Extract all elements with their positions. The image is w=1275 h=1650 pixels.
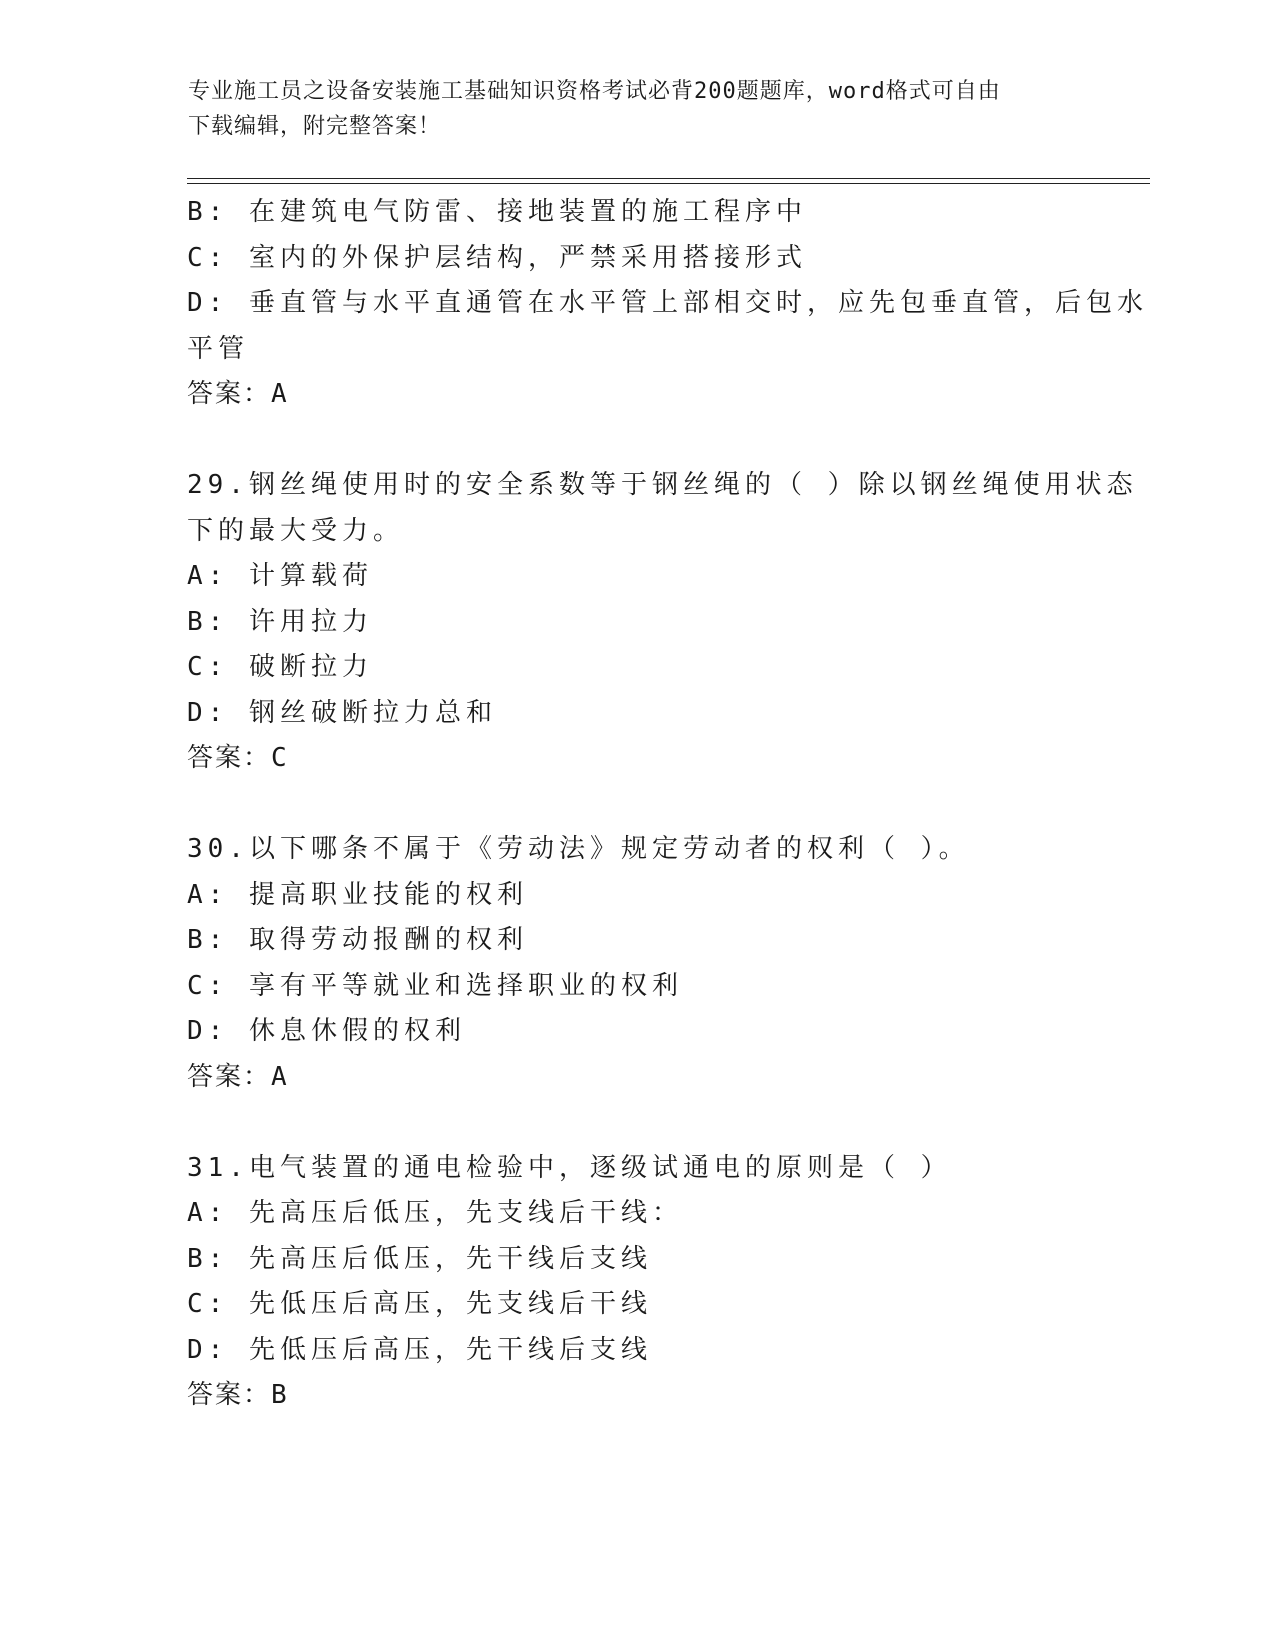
question-stem-continued: 下的最大受力。 [187,515,405,546]
option-c: C: 先低压后高压，先支线后干线 [187,1289,652,1319]
question-stem: 29.钢丝绳使用时的安全系数等于钢丝绳的（ ）除以钢丝绳使用状态 [187,470,1138,500]
spacer [187,782,1087,828]
answer: 答案：B [187,1380,289,1410]
option-b: B: 先高压后低压，先干线后支线 [187,1243,652,1274]
header-line-2: 下载编辑，附完整答案！ [188,114,442,139]
answer: 答案：C [187,743,289,773]
question-28-continued [187,190,1148,418]
option-d: D: 钢丝破断拉力总和 [187,697,497,728]
option-a: A: 计算载荷 [187,561,373,591]
option-d: D: 休息休假的权利 [187,1016,466,1046]
option-c: C: 破断拉力 [187,652,373,682]
option-d: D: 垂直管与水平直通管在水平管上部相交时，应先包垂直管，后包水 [187,288,1148,318]
answer: 答案：A [187,379,289,409]
header-rule-bottom [187,183,1150,184]
question-29 [187,463,1138,782]
option-d: D: 先低压后高压，先干线后支线 [187,1334,652,1365]
document-header [188,74,1068,144]
option-a: A: 先高压后低压，先支线后干线： [187,1198,683,1228]
spacer [187,1100,1087,1146]
question-30 [187,827,1087,1100]
option-b: B: 在建筑电气防雷、接地装置的施工程序中 [187,197,807,227]
answer: 答案：A [187,1061,289,1092]
option-c: C: 室内的外保护层结构，严禁采用搭接形式 [187,242,807,273]
question-stem: 30.以下哪条不属于《劳动法》规定劳动者的权利（ ）。 [187,834,970,864]
question-31 [187,1146,1087,1419]
option-a: A: 提高职业技能的权利 [187,879,528,910]
question-stem: 31.电气装置的通电检验中，逐级试通电的原则是（ ） [187,1152,952,1183]
question-list [187,190,1148,1419]
option-c: C: 享有平等就业和选择职业的权利 [187,970,683,1001]
header-rule-top [187,178,1150,179]
option-d-continued: 平管 [187,333,250,364]
spacer [187,418,1087,464]
option-b: B: 许用拉力 [187,606,373,637]
header-line-1: 专业施工员之设备安装施工基础知识资格考试必背200题题库，word格式可自由 [188,79,1001,104]
option-b: B: 取得劳动报酬的权利 [187,925,528,955]
